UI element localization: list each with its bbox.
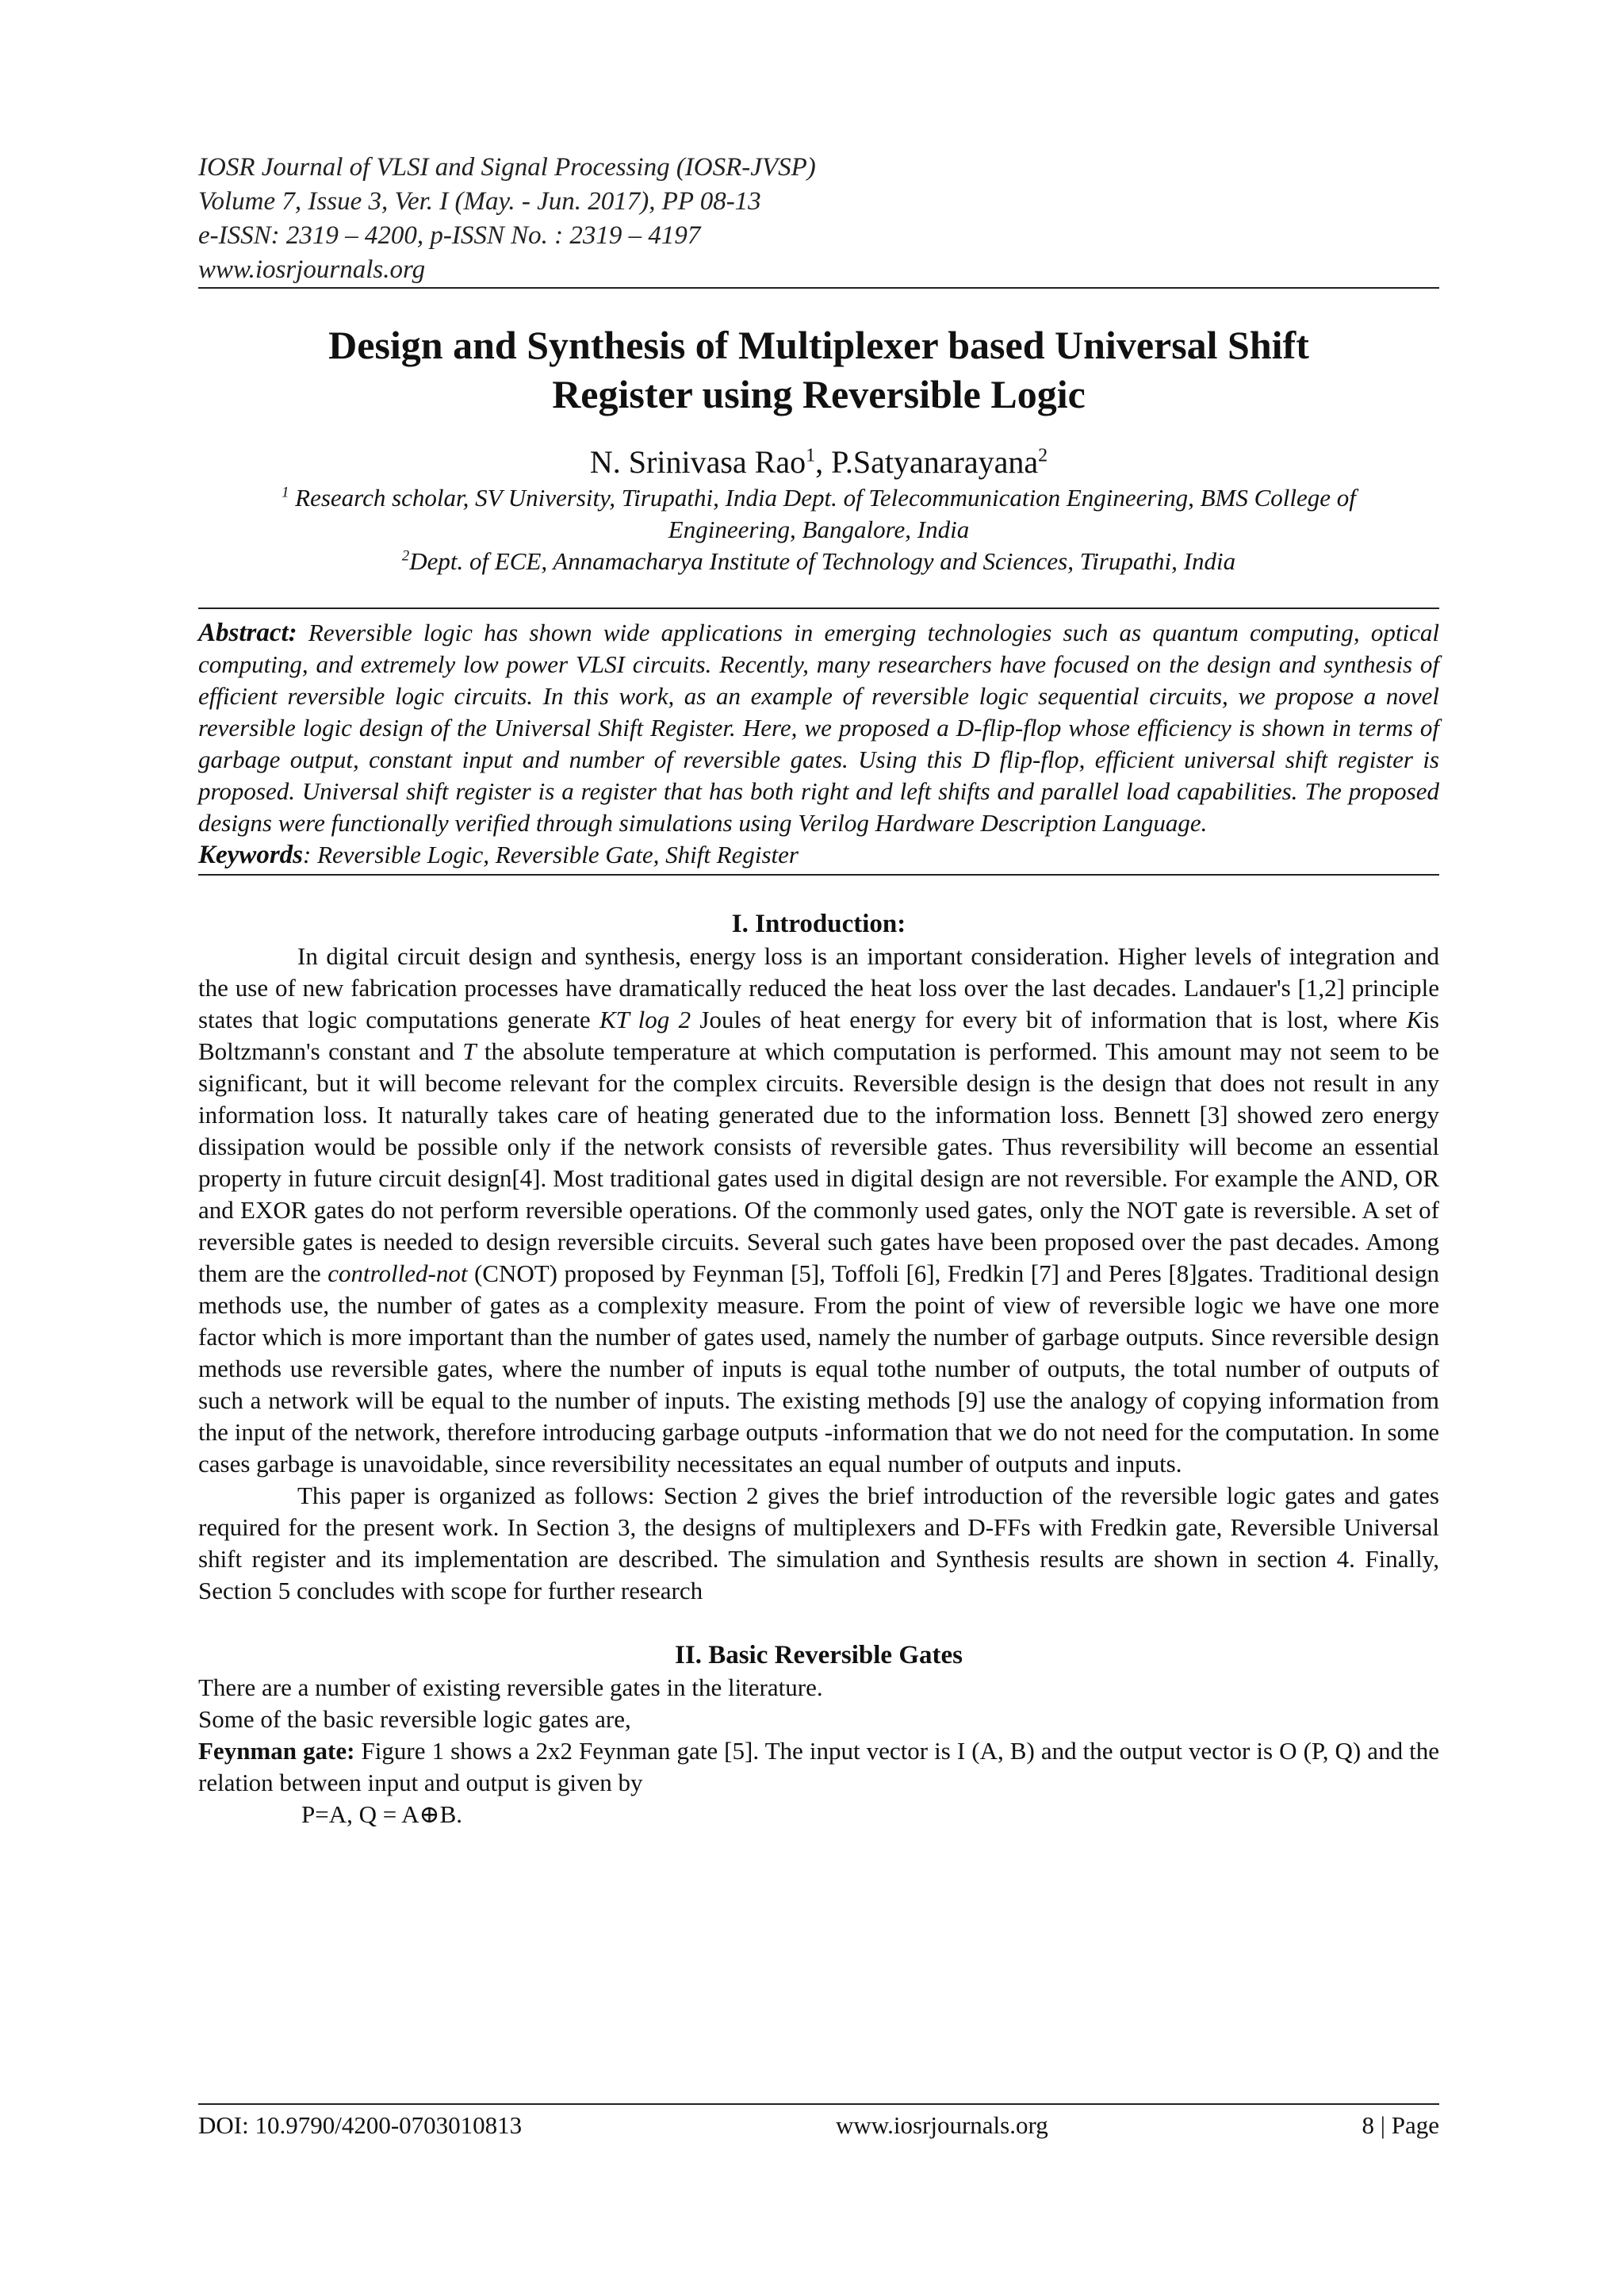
affiliations: [198, 482, 1439, 577]
section-2-line-2: Some of the basic reversible logic gates are,: [198, 1705, 631, 1733]
author-2-sup: 2: [1038, 445, 1048, 466]
title-line-2: Register using Reversible Logic: [552, 372, 1086, 416]
footer-website[interactable]: www.iosrjournals.org: [835, 2111, 1048, 2139]
affiliation-2: $^2$Dept. of ECE, Annamacharya Institute of Technology and Sciences, Tirupathi, India: [401, 547, 1236, 575]
author-list: [198, 443, 1439, 482]
abstract-bottom-rule: [198, 874, 1439, 876]
section-2-line-1: There are a number of existing reversible gates in the literature.: [198, 1673, 823, 1701]
page-footer: [198, 2103, 1439, 2141]
title-line-1: Design and Synthesis of Multiplexer based Universal Shift: [328, 323, 1309, 367]
author-1-sup: 1: [806, 445, 816, 466]
abstract-text: Reversible logic has shown wide applications in emerging technologies such as quantum computing, optical computing, and extremely low power VLSI circuits. Recently, many researchers have focused on the design and synthesis of efficient reversible logic circuits. In this work, as an example of reversible logic sequential circuits, we propose a novel reversible logic design of the Universal Shift Register. Here, we proposed a D-flip-flop whose efficiency is shown in terms of garbage output, constant input and number of reversible gates. Using this D flip-flop, efficient universal shift register is proposed. Universal shift register is a register that has both right and left shifts and parallel load capabilities. The proposed designs were functionally verified through simulations using Verilog Hardware Description Language.: [198, 619, 1439, 837]
journal-website[interactable]: www.iosrjournals.org: [198, 255, 426, 284]
author-1: N. Srinivasa Rao: [589, 444, 806, 480]
abstract-label: Abstract:: [198, 619, 297, 647]
keywords: [198, 839, 1439, 871]
section-1-heading: I. Introduction:: [731, 910, 906, 938]
paper-page: [198, 151, 1439, 1830]
affiliation-1-cont: Engineering, Bangalore, India: [668, 516, 970, 543]
journal-issn: e-ISSN: 2319 – 4200, p-ISSN No. : 2319 – 4197: [198, 221, 701, 250]
keywords-label: Keywords: [198, 841, 303, 869]
footer-doi: DOI: 10.9790/4200-0703010813: [198, 2111, 523, 2139]
feynman-paragraph: Feynman gate: Figure 1 shows a 2x2 Feynman gate [5]. The input vector is I (A, B) and the output vector is O (P, Q) and the relation between input and output is given by: [198, 1737, 1439, 1796]
author-separator: ,: [815, 444, 832, 480]
journal-volume: Volume 7, Issue 3, Ver. I (May. - Jun. 2017), PP 08-13: [198, 187, 761, 216]
journal-name: IOSR Journal of VLSI and Signal Processing (IOSR-JVSP): [198, 153, 816, 182]
feynman-equation: P=A, Q = A⊕B.: [301, 1800, 463, 1828]
feynman-label: Feynman gate:: [198, 1737, 355, 1765]
affiliation-1: $^1$ Research scholar, SV University, Tirupathi, India Dept. of Telecommunication Engineering, BMS College of: [282, 484, 1356, 512]
abstract: [198, 617, 1439, 839]
journal-header: [198, 151, 1439, 287]
abstract-top-rule: [198, 608, 1439, 609]
intro-paragraph-1: In digital circuit design and synthesis, energy loss is an important consideration. Higher levels of integration and the use of new fabrication processes have dramatically reduced the heat loss over the last decades. Landauer's [1,2] principle states that logic computations generate KT log 2 Joules of heat energy for every bit of information that is lost, where Kis Boltzmann's constant and T the absolute temperature at which computation is performed. This amount may not seem to be significant, but it will become relevant for the complex circuits. Reversible design is the design that does not result in any information loss. It naturally takes care of heating generated due to the information loss. Bennett [3] showed zero energy dissipation would be possible only if the network consists of reversible gates. Thus reversibility will become an essential property in future circuit design[4]. Most traditional gates used in digital design are not reversible. For example the AND, OR and EXOR gates do not perform reversible operations. Of the commonly used gates, only the NOT gate is reversible. A set of reversible gates is needed to design reversible circuits. Several such gates have been proposed over the past decades. Among them are the controlled-not (CNOT) proposed by Feynman [5], Toffoli [6], Fredkin [7] and Peres [8]gates. Traditional design methods use, the number of gates as a complexity measure. From the point of view of reversible logic we have one more factor which is more important than the number of gates used, namely the number of garbage outputs. Since reversible design methods use reversible gates, where the number of inputs is equal tothe number of outputs, the total number of outputs of such a network will be equal to the number of inputs. The existing methods [9] use the analogy of copying information from the input of the network, therefore introducing garbage outputs -information that we do not need for the computation. In some cases garbage is unavoidable, since reversibility necessitates an equal number of outputs and inputs.: [198, 942, 1439, 1478]
footer-rule: [198, 2103, 1439, 2105]
section-2-heading: II. Basic Reversible Gates: [675, 1641, 963, 1669]
intro-paragraph-2: This paper is organized as follows: Section 2 gives the brief introduction of the reversible logic gates and gates required for the present work. In Section 3, the designs of multiplexers and D-FFs with Fredkin gate, Reversible Universal shift register and its implementation are described. The simulation and Synthesis results are shown in section 4. Finally, Section 5 concludes with scope for further research: [198, 1481, 1439, 1604]
header-rule: [198, 287, 1439, 289]
author-2: P.Satyanarayana: [831, 444, 1039, 480]
paper-title: [198, 320, 1439, 419]
keywords-text: : Reversible Logic, Reversible Gate, Shift Register: [303, 841, 799, 868]
footer-page-number: 8 | Page: [1362, 2111, 1439, 2139]
